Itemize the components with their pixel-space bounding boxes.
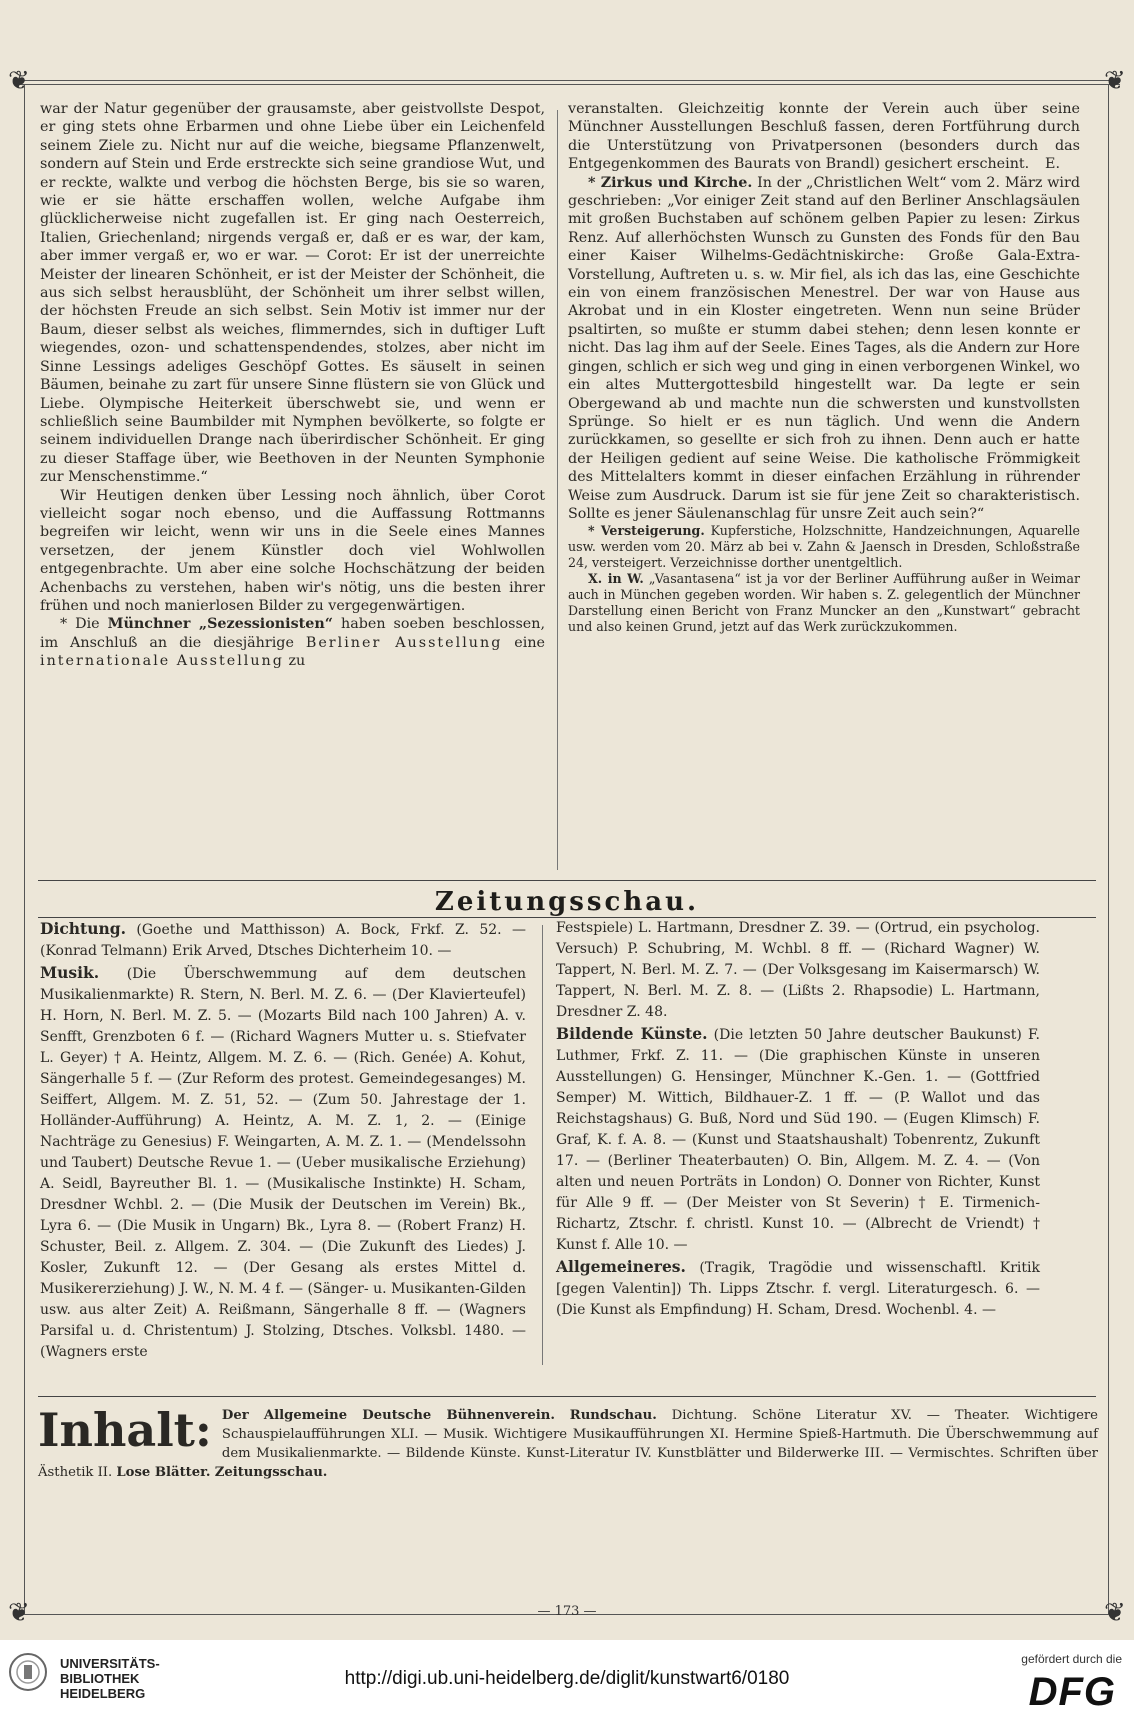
contents-item: Lose Blätter.	[116, 1465, 211, 1480]
left-paragraph-3	[40, 615, 545, 670]
musik-text: (Die Überschwemmung auf dem deutschen Musikalienmarkte) R. Stern, N. Berl. M. Z. 6. — (Der Klavierteufel) H. Horn, N. Berl. M. Z. 5. — (Mozarts Bild nach 100 Jahren) A. v. Senfft, Grenzboten 6 f. — (Richard Wagners Mutter u. s. Stiefvater L. Geyer) † A. Heintz, Allgem. M. Z. 6. — (Rich. Genée) A. Kohut, Sängerhalle 5 f. — (Zur Reform des protest. Gemeindegesanges) M. Seiffert, Allgem. M. Z. 51, 52. — (Zum 50. Jahrestage der 1. Holländer-Aufführung) A. Heintz, A. M. Z. 1, 2. — (Einige Nachträge zu Genesius) F. Weingarten, A. M. Z. 1. — (Mendelssohn und Taubert) Deutsche Revue 1. — (Ueber musikalische Erziehung) A. Seidl, Bayreuther Bl. 1. — (Musikalische Instinkte) H. Scham, Dresdner Wchbl. 2. — (Die Musik der Deutschen im Verein) Bk., Lyra 6. — (Die Musik in Ungarn) Bk., Lyra 8. — (Robert Franz) H. Schuster, Beil. z. Allgem. Z. 304. — (Die Zukunft des Liedes) J. Kosler, Zukunft 12. — (Der Gesang als erstes Mittel d. Musikererziehung) J. W., N. M. 4 f. — (Sänger- u. Musikanten-Gilden usw. aus alter Zeit) A. Reißmann, Sängerhalle 8 ff. — (Wagners Parsifal u. d. Christentum) J. Stolzing, Dtsches. Volksbl. 1480. — (Wagners erste	[40, 966, 526, 1360]
right-frame-line	[1108, 84, 1109, 1614]
corner-ornament-icon: ❦	[1104, 66, 1126, 96]
sezession-spaced-2: internationale Ausstellung	[40, 653, 284, 670]
library-name-line: HEIDELBERG	[60, 1686, 146, 1701]
contents-block	[38, 1403, 1098, 1482]
right-column	[568, 100, 1080, 635]
corner-ornament-icon: ❦	[1104, 1598, 1126, 1628]
zeitungsschau-title: Zeitungsschau.	[434, 887, 700, 917]
funding-note: gefördert durch die	[1021, 1652, 1122, 1666]
contents-item: Dichtung. Schöne Literatur XV. — Theater. Wichtigere Schauspielaufführungen XLI. — Musik. Wichtigere Musikaufführungen XI. Hermine Spieß-Hartmuth. Die Überschwemmung auf dem Musikalienmarkte. — Bildende Künste. Kunst-Literatur IV. Kunstblätter und Bilderwerke III. — Vermischtes. Schriften über Ästhetik II.	[38, 1408, 1098, 1480]
zeitungsschau-right-column	[556, 918, 1040, 1321]
contents-item: Der Allgemeine Deutsche Bühnenverein.	[221, 1408, 555, 1423]
left-column	[40, 100, 545, 671]
contents-item: Rundschau.	[569, 1408, 657, 1423]
library-name-line: BIBLIOTHEK	[60, 1671, 140, 1686]
sezession-heading: Münchner „Sezessionisten“	[107, 616, 333, 633]
allgemeineres-text: (Tragik, Tragödie und wissenschaftl. Kritik [gegen Valentin]) Th. Lipps Ztschr. f. vergl. Literaturgesch. 6. — (Die Kunst als Empfindung) H. Scham, Dresd. Wochenbl. 4. —	[556, 1260, 1040, 1318]
library-name-line: UNIVERSITÄTS-	[60, 1656, 160, 1671]
dfg-logo: DFG	[1028, 1670, 1116, 1714]
top-frame-line-inner	[14, 84, 1120, 85]
sezession-text-a: haben soeben beschlossen, im Anschluß an die diesjährige	[40, 616, 545, 651]
dichtung-entry	[40, 918, 526, 962]
right-paragraph-1	[568, 100, 1080, 174]
left-paragraph-2: Wir Heutigen denken über Lessing noch ähnlich, über Corot vielleicht sogar noch ebenso, und die Auffassung Rottmanns begreifen wir leicht, wenn wir uns in die Seele eines Mannes versetzen, der jenem Künstler doch viel Wohlwollen entgegenbrachte. Um aber eine solche Hochschätzung der beiden Achenbachs zu verstehen, haben wir's nötig, uns die besten ihrer frühen und noch manierlosen Bilder zu vergegenwärtigen.	[40, 487, 545, 614]
versteigerung-text: Kupferstiche, Holzschnitte, Handzeichnungen, Aquarelle usw. werden vom 20. März ab bei v. Zahn & Jaensch in Dresden, Schloßstraße 24, versteigert. Verzeichnisse dorther unentgeltlich.	[568, 523, 1080, 571]
section-rule	[38, 1396, 1096, 1397]
bildende-entry	[556, 1023, 1040, 1256]
left-paragraph-1: war der Natur gegenüber der grausamste, aber geistvollste Despot, er ging stets ohne Erbarmen und ohne Liebe über ein Leichenfeld seinem Ziele zu. Nicht nur auf die weiche, biegsame Pflanzenwelt, sondern auf Stein und Erde erstreckte sich seine grandiose Wut, und er reckte, walkte und verbog die höchsten Berge, bis sie so waren, wie er sie hätte erschaffen wollen, welche Aufgabe ihm glücklicherweise nicht zugefallen ist. Er ging nach Oesterreich, Italien, Griechenland; nirgends vergaß er, daß er es war, der kam, aber immer vergaß er, wo er war. — Corot: Er ist der unerreichte Meister der linearen Schönheit, er ist der Meister der Schönheit, die aus sich selbst herausblüht, der Schönheit um ihrer selbst willen, der höchsten Freude an sich selbst. Sein Motiv ist immer nur der Baum, dieser selbst als weiches, flimmerndes, sich in duftiger Luft wiegendes, ozon- und schattenspendendes, stolzes, aber nicht im Sinne Lessings adeliges Geschöpf Gottes. Es säuselt in seinen Bäumen, beinahe zu zart für unsere Sinne flüstern sie von Glück und Liebe. Olympische Heiterkeit überschwebt sie, und wenn er schließlich seine Baumbilder mit Nymphen bevölkerte, so folgte er seinem individuellen Drange nach überirdischer Schönheit. Er ging zu dieser Staffage über, wie Beethoven in der Neunten Symphonie zur Menschenstimme.“	[40, 101, 545, 486]
sezession-text-c: zu	[288, 653, 306, 670]
zirkus-heading: * Zirkus und Kirche.	[588, 174, 753, 191]
versteigerung-heading: * Versteigerung.	[588, 523, 705, 539]
allgemeineres-heading: Allgemeineres.	[556, 1257, 686, 1276]
dichtung-text: (Goethe und Matthisson) A. Bock, Frkf. Z. 52. — (Konrad Telmann) Erik Arved, Dtsches Dichterheim 10. —	[40, 922, 527, 959]
sezession-lead: * Die	[60, 616, 100, 633]
musik-heading: Musik.	[40, 963, 100, 982]
right-paragraph-3	[568, 523, 1080, 571]
signature-initial: E.	[1045, 156, 1060, 173]
section-rule	[38, 880, 1096, 881]
bildende-heading: Bildende Künste.	[556, 1024, 708, 1043]
page-number: — 173 —	[537, 1604, 597, 1619]
notice-text: „Vasantasena“ ist ja vor der Berliner Aufführung außer in Weimar auch in München gegeben worden. Wir haben s. Z. gelegentlich der Münchner Darstellung einen Bericht von Franz Muncker an den „Kunstwart“ gebracht und also keinen Grund, jetzt auf das Werk zurückzukommen.	[568, 571, 1080, 635]
sezession-text-b: eine	[514, 634, 545, 651]
corner-ornament-icon: ❦	[8, 1598, 30, 1628]
left-frame-line	[24, 84, 25, 1614]
source-url[interactable]: http://digi.ub.uni-heidelberg.de/diglit/kunstwart6/0180	[344, 1668, 790, 1689]
notice-heading: X. in W.	[588, 571, 644, 587]
footer-bar	[0, 1640, 1134, 1720]
column-separator	[557, 110, 558, 870]
right-paragraph-2	[568, 174, 1080, 524]
bildende-text: (Die letzten 50 Jahre deutscher Baukunst) F. Luthmer, Frkf. Z. 11. — (Die graphischen Künste in unseren Ausstellungen) G. Hensinger, Münchner K.-Gen. 1. — (Gottfried Semper) M. Wittich, Bildhauer-Z. 1 ff. — (P. Wallot und das Reichstagshaus) G. Buß, Nord und Süd 190. — (Eugen Klimsch) F. Graf, K. f. A. 8. — (Kunst und Staatshaushalt) Tobenrentz, Zukunft 17. — (Berliner Theaterbauten) O. Bin, Allgem. M. Z. 4. — (Von alten und neuen Porträts in London) O. Donner von Richter, Kunst für Alle 9 ff. — (Der Meister von St Severin) † E. Tirmenich-Richartz, Ztschr. f. christl. Kunst 10. — (Albrecht de Vriendt) † Kunst f. Alle 10. —	[556, 1027, 1040, 1253]
dichtung-heading: Dichtung.	[40, 919, 126, 938]
wagner-continuation: Festspiele) L. Hartmann, Dresdner Z. 39. — (Ortrud, ein psycholog. Versuch) P. Schubring, M. Wchbl. 8 ff. — (Richard Wagner) W. Tappert, N. Berl. M. Z. 7. — (Der Volksgesang im Kaisermarsch) W. Tappert, N. Berl. M. Z. 8. — (Lißts 2. Rhapsodie) L. Hartmann, Dresdner Z. 48.	[556, 920, 1040, 1020]
musik-entry	[40, 962, 526, 1363]
column-separator	[542, 925, 543, 1365]
allgemeineres-entry	[556, 1256, 1040, 1321]
sezession-spaced-1: Berliner Ausstellung	[305, 634, 503, 651]
corner-ornament-icon: ❦	[8, 66, 30, 96]
zirkus-text: In der „Christlichen Welt“ vom 2. März wird geschrieben: „Vor einiger Zeit stand auf den Berliner Anschlagsäulen mit großen Buchstaben auf schönem gelben Papier zu lesen: Zirkus Renz. Auf allerhöchsten Wunsch zu Gunsten des Fonds für den Bau einer Kaiser Wilhelms-Gedächtniskirche: Große Gala-Extra-Vorstellung, Auftreten u. s. w. Mir fiel, als ich das las, eine Geschichte ein von einem französischen Menestrel. Der war von Hause aus Akrobat und in ein Kloster eingetreten. Wenn nun seine Brüder psaltirten, so mußte er stumm dabei stehen; denn lesen konnte er nicht. Das lag ihm auf der Seele. Eines Tages, als die Andern zur Hore gingen, schlich er sich weg und ging in einen verborgenen Winkel, wo ein altes Muttergottesbild hingestellt war. Da legte er sein Obergewand ab und machte nun die schwersten und kunstvollsten Sprünge. So hielt er es nun täglich. Und wenn die Andern zurückkamen, so gesellte er sich froh zu ihnen. Denn auch er hatte der Heiligen gedient auf seine Weise. Die katholische Frömmigkeit des Mittelalters kommt in dieser einfachen Erzählung in rührender Weise zum Ausdruck. Darum ist sie für jene Zeit so charakteristisch. Sollte es jener Säulenanschlag für unsre Zeit auch sein?“	[568, 174, 1080, 522]
contents-item: Zeitungsschau.	[214, 1465, 328, 1480]
top-frame-line	[14, 80, 1120, 81]
contents-title: Inhalt:	[38, 1403, 212, 1457]
verein-text: veranstalten. Gleichzeitig konnte der Verein auch über seine Münchner Ausstellungen Beschluß fassen, deren Fortführung durch die Unterstützung von Privatpersonen (besonders durch das Entgegenkommen des Baurats von Brandl) gesichert erscheint.	[568, 101, 1080, 173]
zeitungsschau-left-column	[40, 918, 526, 1363]
right-paragraph-4	[568, 571, 1080, 635]
